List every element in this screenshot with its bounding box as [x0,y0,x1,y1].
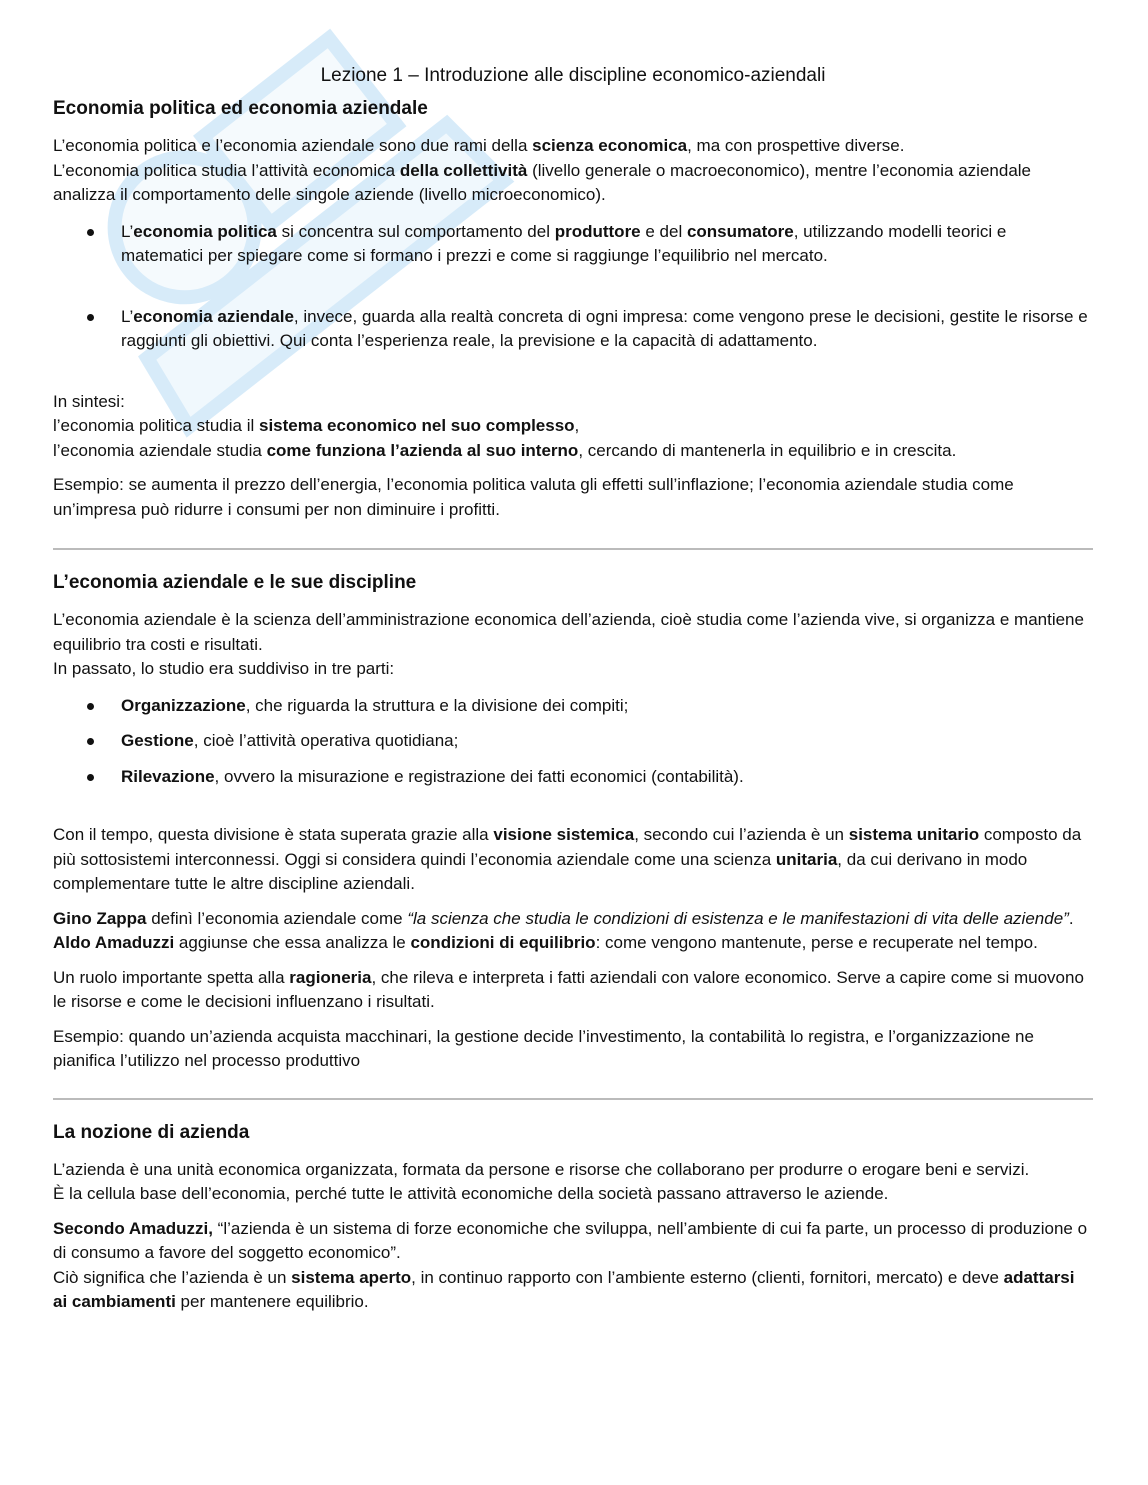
text-span: l’economia aziendale studia [53,440,267,460]
paragraph [53,608,1093,682]
text-span: L’economia aziendale è la scienza dell’amministrazione economica dell’azienda, cioè studia come l’azienda vive, si organizza e mantiene equilibrio tra costi e risultati. [53,610,1084,654]
bullet-list [53,220,1093,354]
list-item [53,220,1093,269]
text-span: , utilizzando modelli teorici e matematici per spiegare come si formano i prezzi e come si raggiunge l’equilibrio nel mercato. [121,221,1007,265]
text-span: definì l’economia aziendale come [146,908,408,928]
text-span: , secondo cui l’azienda è un [634,825,849,844]
text-span: , [574,416,580,435]
list-item [53,694,1093,719]
bold-term: Rilevazione [121,766,215,786]
bold-term: scienza economica [532,136,688,155]
text-span: È la cellula base dell’economia, perché tutte le attività economiche della società passano attraverso le aziende. [53,1184,889,1203]
text-span: , ma con prospettive diverse. [687,136,905,155]
text-span: , cercando di mantenerla in equilibrio e in crescita. [578,440,957,460]
bold-term: ragioneria [289,967,372,987]
text-span: : come vengono mantenute, perse e recuperate nel tempo. [595,933,1038,952]
text-span: , invece, guarda alla realtà concreta di ogni impresa: come vengono prese le decisioni, gestite le risorse e raggiunti gli obiettivi. Qui conta l’esperienza reale, la previsione e la capacità di adattamento. [121,306,1088,350]
bullet-icon [87,738,94,745]
document-title: Lezione 1 – Introduzione alle discipline economico-aziendali [320,65,826,86]
paragraph [53,390,1093,464]
document-page [53,62,1093,1325]
quote-text: “la scienza che studia le condizioni di esistenza e le manifestazioni di vita delle aziende” [407,908,1069,928]
bold-term: Organizzazione [121,695,246,715]
bold-term: Gestione [121,731,194,750]
bullet-icon [87,314,94,321]
bold-term: come funziona l’azienda al suo interno [266,440,579,460]
text-span: In sintesi: [53,391,125,411]
paragraph [53,1158,1093,1207]
bullet-icon [87,774,94,781]
text-span: l’economia politica studia il [53,416,259,435]
text-span: In passato, lo studio era suddiviso in tre parti: [53,659,395,678]
text-span: L’economia politica studia l’attività economica [53,160,400,180]
text-span: , cioè l’attività operativa quotidiana; [193,731,459,750]
text-span: e del [640,221,687,241]
text-span: composto da più sottosistemi interconnessi. Oggi si considera quindi l’economia aziendale come una scienza [53,825,1082,869]
section-heading: L’economia aziendale e le sue discipline [53,572,417,593]
paragraph [53,907,1093,956]
bold-term: economia politica [133,221,277,241]
bold-term: consumatore [686,221,794,241]
bullet-list [53,694,1093,790]
text-span: L’azienda è una unità economica organizzata, formata da persone e risorse che collaborano per produrre o erogare beni e servizi. [53,1159,1030,1179]
bold-term: sistema unitario [848,825,980,844]
text-span: , da cui derivano in modo complementare tutte le altre discipline aziendali. [53,849,1028,893]
bold-term: sistema aperto [291,1267,412,1287]
paragraph [53,1217,1093,1315]
bold-term: Aldo Amaduzzi [53,933,175,952]
text-span: L’economia politica e l’economia aziendale sono due rami della [53,136,533,155]
section-divider [53,1098,1093,1100]
bold-term: unitaria [775,849,838,869]
list-item [53,305,1093,354]
bold-term: produttore [554,221,641,241]
text-span: , che rileva e interpreta i fatti aziendali con valore economico. Serve a capire come si muovono le risorse e come le decisioni influenzano i risultati. [53,967,1084,1011]
text-span: , in continuo rapporto con l’ambiente esterno (clienti, fornitori, mercato) e deve [411,1267,1004,1287]
text-span: si concentra sul comportamento del [276,221,555,241]
section-divider [53,548,1093,550]
text-span: (livello generale o macroeconomico), mentre l’economia aziendale analizza il comportamento delle singole aziende (livello microeconomico). [53,160,1032,204]
example-paragraph: Esempio: quando un’azienda acquista macchinari, la gestione decide l’investimento, la contabilità lo registra, e l’organizzazione ne pianifica l’utilizzo nel processo produttivo [53,1026,1034,1070]
bold-term: Secondo Amaduzzi, [53,1218,213,1238]
paragraph [53,134,1093,208]
paragraph [53,823,1093,897]
bold-term: sistema economico nel suo complesso [259,416,575,435]
section-heading: La nozione di azienda [53,1121,250,1143]
text-span: Con il tempo, questa divisione è stata superata grazie alla [53,825,494,844]
text-span: Un ruolo importante spetta alla [53,967,290,987]
paragraph [53,966,1093,1015]
text-span: , che riguarda la struttura e la divisione dei compiti; [245,695,629,715]
text-span: per mantenere equilibrio. [175,1292,369,1311]
bold-term: della collettività [399,160,528,180]
bold-term: visione sistemica [493,825,635,844]
list-item [53,765,1093,790]
text-span: aggiunse che essa analizza le [174,933,411,952]
text-span: L’ [121,221,134,241]
text-span: “l’azienda è un sistema di forze economiche che sviluppa, nell’ambiente di cui fa parte, un processo di produzione o di consumo a favore del soggetto economico”. [53,1218,1088,1262]
text-span: L’ [121,306,134,326]
list-item [53,729,1093,754]
bullet-icon [87,229,94,236]
bold-term: Gino Zappa [53,908,147,928]
text-span: . [1068,908,1074,928]
bold-term: economia aziendale [133,306,294,326]
bullet-icon [87,703,94,710]
text-span: Ciò significa che l’azienda è un [53,1267,292,1287]
text-span: , ovvero la misurazione e registrazione dei fatti economici (contabilità). [214,766,744,786]
bold-term: adattarsi ai cambiamenti [53,1267,1075,1311]
example-paragraph: Esempio: se aumenta il prezzo dell’energia, l’economia politica valuta gli effetti sull’inflazione; l’economia aziendale studia come un’impresa può ridurre i consumi per non diminuire i profitti. [53,475,1014,519]
bold-term: condizioni di equilibrio [410,933,596,952]
section-heading: Economia politica ed economia aziendale [53,98,428,119]
